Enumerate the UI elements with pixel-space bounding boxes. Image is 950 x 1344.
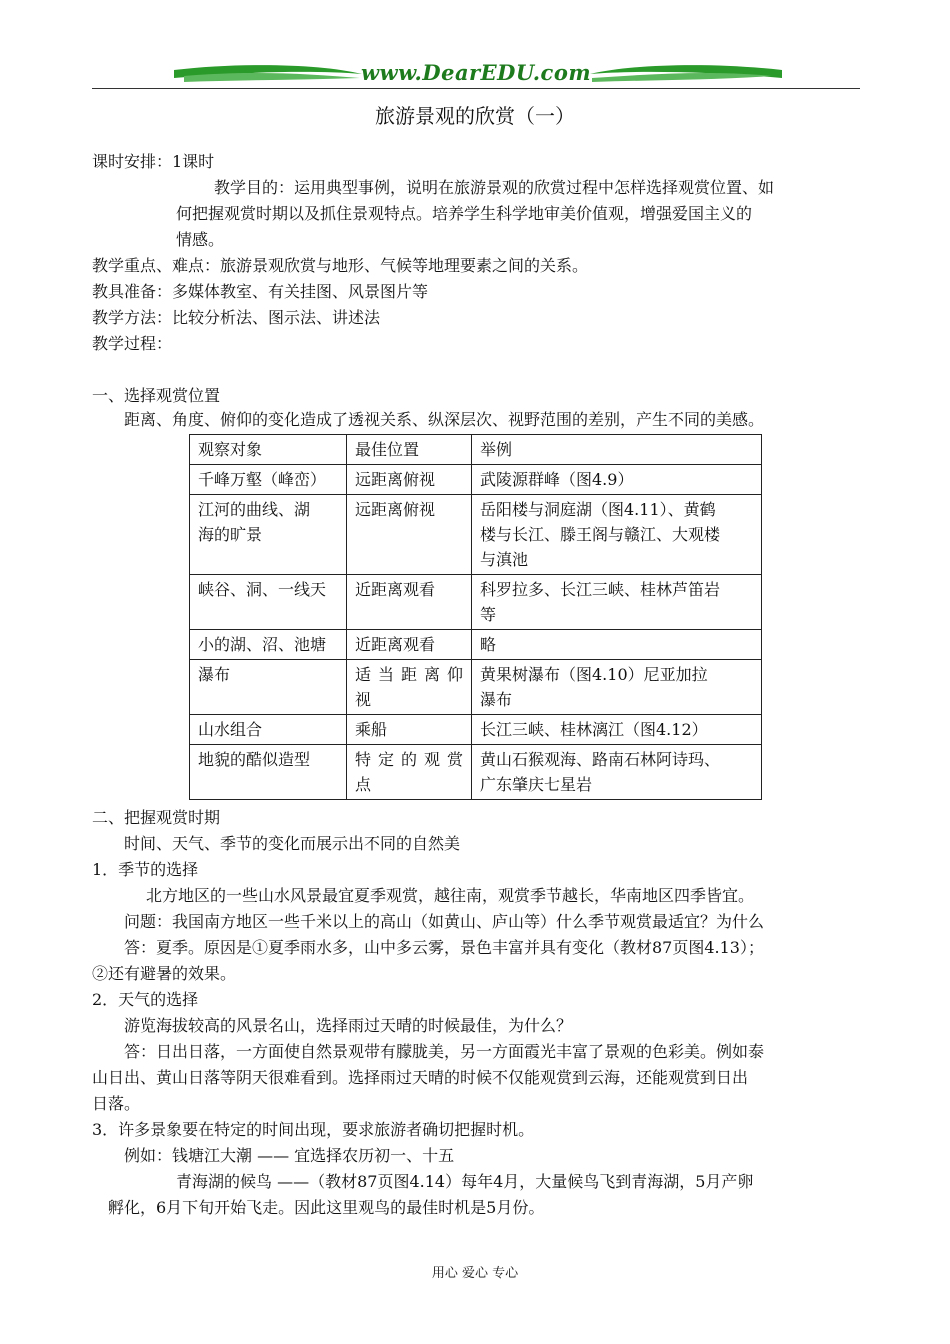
viewing-position-table <box>189 434 762 800</box>
example-cell: 黄山石猴观海、路南石林阿诗玛、 广东肇庆七星岩 <box>472 745 762 800</box>
schedule-line: 课时安排：1课时 <box>92 152 215 171</box>
table-row <box>190 630 762 660</box>
site-header-banner <box>92 58 860 92</box>
table-row <box>190 660 762 715</box>
methods-line: 教学方法：比较分析法、图示法、讲述法 <box>92 308 381 327</box>
goal-line-1: 教学目的：运用典型事例，说明在旅游景观的欣赏过程中怎样选择观赏位置、如 <box>214 178 775 197</box>
materials-line: 教具准备：多媒体教室、有关挂图、风景图片等 <box>92 282 429 301</box>
section1-lead: 距离、角度、俯仰的变化造成了透视关系、纵深层次、视野范围的差别，产生不同的美感。 <box>124 410 765 429</box>
position-cell: 近距离观看 <box>347 575 472 630</box>
object-cell: 千峰万壑（峰峦） <box>190 465 347 495</box>
qinghai-line-2: 孵化，6月下旬开始飞走。因此这里观鸟的最佳时机是5月份。 <box>108 1198 545 1217</box>
table-header-cell: 举例 <box>472 435 762 465</box>
weather-question: 游览海拔较高的风景名山，选择雨过天晴的时候最佳，为什么？ <box>124 1016 573 1035</box>
site-logo-text: www.DearEDU.com <box>360 60 592 85</box>
goal-line-3: 情感。 <box>176 230 225 249</box>
season-subheading: 1．季节的选择 <box>92 860 199 879</box>
qiantang-example: 例如：钱塘江大潮 —— 宜选择农历初一、十五 <box>124 1146 455 1165</box>
process-line: 教学过程： <box>92 334 173 353</box>
table-row <box>190 495 762 575</box>
example-cell: 黄果树瀑布（图4.10）尼亚加拉 瀑布 <box>472 660 762 715</box>
object-cell: 江河的曲线、湖 海的旷景 <box>190 495 347 575</box>
position-cell: 乘船 <box>347 715 472 745</box>
object-cell: 瀑布 <box>190 660 347 715</box>
section2-lead: 时间、天气、季节的变化而展示出不同的自然美 <box>124 834 461 853</box>
season-text: 北方地区的一些山水风景最宜夏季观赏，越往南，观赏季节越长，华南地区四季皆宜。 <box>146 886 755 905</box>
object-cell: 地貌的酷似造型 <box>190 745 347 800</box>
season-question: 问题：我国南方地区一些千米以上的高山（如黄山、庐山等）什么季节观赏最适宜？为什么 <box>124 912 765 931</box>
qinghai-line-1: 青海湖的候鸟 ——（教材87页图4.14）每年4月，大量候鸟飞到青海湖，5月产卵 <box>176 1172 754 1191</box>
season-answer-line-1: 答：夏季。原因是①夏季雨水多，山中多云雾，景色丰富并具有变化（教材87页图4.13）； <box>124 938 764 957</box>
table-header-cell: 最佳位置 <box>347 435 472 465</box>
position-cell: 特定的观赏 点 <box>347 745 472 800</box>
header-rule <box>92 88 860 89</box>
example-cell: 岳阳楼与洞庭湖（图4.11）、黄鹤 楼与长江、滕王阁与赣江、大观楼 与滇池 <box>472 495 762 575</box>
table-header-cell: 观察对象 <box>190 435 347 465</box>
object-cell: 山水组合 <box>190 715 347 745</box>
object-cell: 小的湖、沼、池塘 <box>190 630 347 660</box>
season-answer-line-2: ②还有避暑的效果。 <box>92 964 237 983</box>
example-cell: 科罗拉多、长江三峡、桂林芦笛岩 等 <box>472 575 762 630</box>
example-cell: 长江三峡、桂林漓江（图4.12） <box>472 715 762 745</box>
section2-heading: 二、把握观赏时期 <box>92 808 221 827</box>
position-cell: 远距离俯视 <box>347 495 472 575</box>
position-cell: 远距离俯视 <box>347 465 472 495</box>
section1-heading: 一、选择观赏位置 <box>92 386 221 405</box>
page-footer: 用心 爱心 专心 <box>431 1266 519 1281</box>
weather-subheading: 2．天气的选择 <box>92 990 199 1009</box>
table-row <box>190 575 762 630</box>
example-cell: 武陵源群峰（图4.9） <box>472 465 762 495</box>
table-row <box>190 715 762 745</box>
object-cell: 峡谷、洞、一线天 <box>190 575 347 630</box>
weather-answer-line-3: 日落。 <box>92 1094 141 1113</box>
goal-line-2: 何把握观赏时期以及抓住景观特点。培养学生科学地审美价值观，增强爱国主义的 <box>176 204 753 223</box>
weather-answer-line-1: 答：日出日落，一方面使自然景观带有朦胧美，另一方面霞光丰富了景观的色彩美。例如泰 <box>124 1042 765 1061</box>
table-row <box>190 745 762 800</box>
position-cell: 近距离观看 <box>347 630 472 660</box>
example-cell: 略 <box>472 630 762 660</box>
timing-subheading: 3．许多景象要在特定的时间出现，要求旅游者确切把握时机。 <box>92 1120 535 1139</box>
position-cell: 适当距离仰 视 <box>347 660 472 715</box>
table-row <box>190 465 762 495</box>
page-title: 旅游景观的欣赏（一） <box>375 104 575 128</box>
weather-answer-line-2: 山日出、黄山日落等阴天很难看到。选择雨过天晴的时候不仅能观赏到云海，还能观赏到日出 <box>92 1068 749 1087</box>
table-header-row <box>190 435 762 465</box>
key-points-line: 教学重点、难点：旅游景观欣赏与地形、气候等地理要素之间的关系。 <box>92 256 589 275</box>
